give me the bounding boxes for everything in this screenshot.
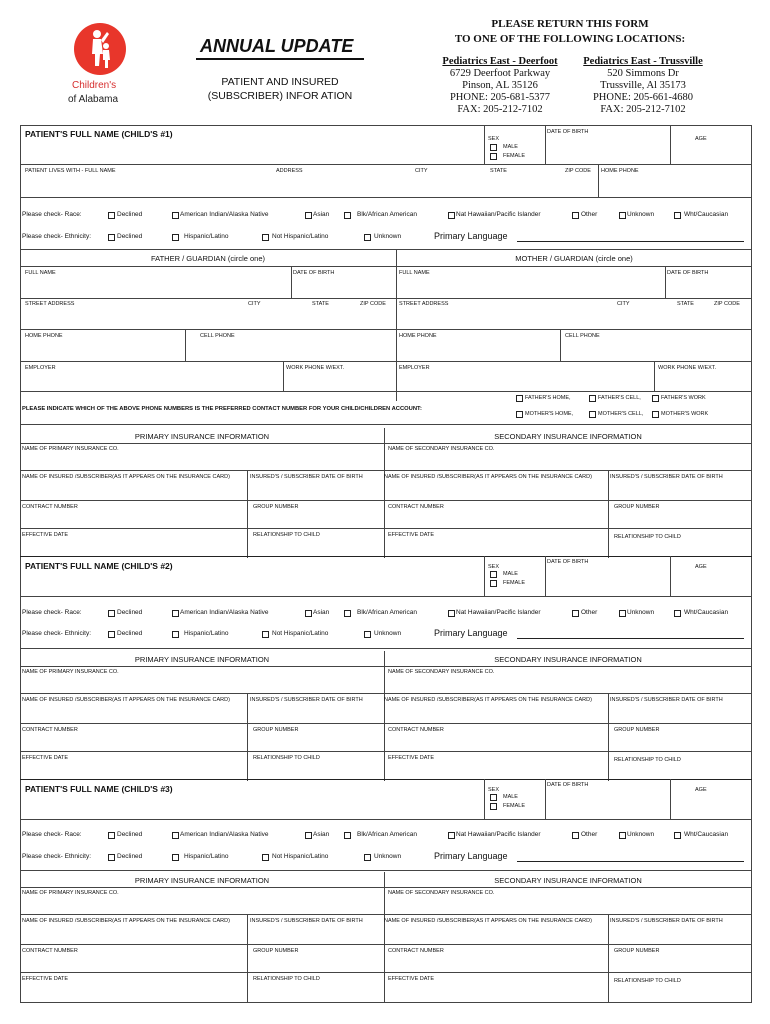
male-checkbox[interactable] [490, 144, 497, 151]
pref-mother-work-label: MOTHER'S WORK [661, 411, 709, 417]
location-fax: FAX: 205-212-7102 [457, 104, 543, 115]
child1-race-checkbox[interactable] [619, 212, 626, 219]
address-label: ADDRESS [276, 168, 303, 174]
dob-label: DATE OF BIRTH [547, 129, 589, 135]
mother-cell-label: CELL PHONE [565, 333, 600, 339]
child3-title: PATIENT'S FULL NAME (CHILD'S #3) [25, 784, 173, 794]
location-city: Pinson, AL 35126 [462, 80, 538, 91]
child3-ethnicity-checkbox[interactable] [108, 854, 115, 861]
child2-primary-language-label: Primary Language [434, 628, 508, 638]
child3-secondary-insured-dob-label: INSURED'S / SUBSCRIBER DATE OF BIRTH [610, 918, 723, 924]
child2-race-checkbox[interactable] [674, 610, 681, 617]
child1-ethnicity-option: Not Hispanic/Latino [272, 233, 329, 240]
father-zip-label: ZIP CODE [360, 301, 386, 307]
form-subtitle-1: PATIENT AND INSURED [221, 76, 339, 88]
child3-race-checkbox[interactable] [172, 832, 179, 839]
child2-primary-relationship-label: RELATIONSHIP TO CHILD [253, 755, 320, 761]
pref-mother-cell-checkbox[interactable] [589, 411, 596, 418]
child2-race-option: Nat Hawaiian/Pacific Islander [456, 609, 541, 616]
child3-primary-ins-heading: PRIMARY INSURANCE INFORMATION [134, 876, 270, 885]
child2-secondary-group-label: GROUP NUMBER [614, 727, 660, 733]
child3-race-option: American Indian/Alaska Native [180, 831, 269, 838]
child3-secondary-relationship-label: RELATIONSHIP TO CHILD [614, 978, 681, 984]
child2-secondary-effective-label: EFFECTIVE DATE [388, 755, 435, 761]
mother-work-phone-label: WORK PHONE W/EXT. [658, 365, 717, 371]
mother-home-phone-label: HOME PHONE [399, 333, 437, 339]
child2-secondary-name-label: NAME OF SECONDARY INSURANCE CO. [388, 669, 495, 675]
child1-ethnicity-checkbox[interactable] [108, 234, 115, 241]
child2-race-checkbox[interactable] [305, 610, 312, 617]
child1-primary-language-input[interactable] [517, 241, 744, 242]
child3-primary-contract-label: CONTRACT NUMBER [22, 948, 78, 954]
child2-dob-label: DATE OF BIRTH [547, 559, 589, 565]
child1-race-option: American Indian/Alaska Native [180, 211, 269, 218]
child2-race-option: American Indian/Alaska Native [180, 609, 269, 616]
child2-secondary-ins-heading: SECONDARY INSURANCE INFORMATION [494, 655, 642, 664]
child3-primary-name-label: NAME OF PRIMARY INSURANCE CO. [22, 890, 119, 896]
child2-race-option: Blk/African American [357, 609, 417, 616]
child1-race-option: Wht/Caucasian [684, 211, 729, 218]
child3-race-checkbox[interactable] [448, 832, 455, 839]
child2-race-checkbox[interactable] [572, 610, 579, 617]
child2-race-label: Please check- Race: [22, 609, 82, 616]
child3-primary-language-input[interactable] [517, 861, 744, 862]
location-deerfoot [425, 56, 575, 116]
child2-ethnicity-label: Please check- Ethnicity: [22, 630, 92, 637]
pref-mother-home-checkbox[interactable] [516, 411, 523, 418]
sex-label: SEX [488, 136, 500, 142]
city-label: CITY [415, 168, 428, 174]
logo-icon [73, 22, 127, 76]
child2-race-checkbox[interactable] [619, 610, 626, 617]
father-home-phone-label: HOME PHONE [25, 333, 63, 339]
child3-male-label: MALE [503, 794, 518, 800]
child3-race-option: Blk/African American [357, 831, 417, 838]
child1-primary-language-label: Primary Language [434, 231, 508, 241]
location-address: 6729 Deerfoot Parkway [449, 68, 551, 79]
child1-secondary-name-label: NAME OF SECONDARY INSURANCE CO. [388, 446, 495, 452]
father-street-label: STREET ADDRESS [25, 301, 75, 307]
child1-race-label: Please check- Race: [22, 211, 82, 218]
child2-ethnicity-checkbox[interactable] [172, 631, 179, 638]
child1-ethnicity-checkbox[interactable] [172, 234, 179, 241]
child2-ethnicity-checkbox[interactable] [108, 631, 115, 638]
location-name: Pediatrics East - Deerfoot [442, 56, 558, 67]
child1-race-option: Unknown [627, 211, 655, 218]
child3-female-checkbox[interactable] [490, 803, 497, 810]
child3-race-option: Nat Hawaiian/Pacific Islander [456, 831, 541, 838]
pref-father-work-checkbox[interactable] [652, 395, 659, 402]
pref-father-cell-checkbox[interactable] [589, 395, 596, 402]
child3-ethnicity-checkbox[interactable] [364, 854, 371, 861]
child1-secondary-effective-label: EFFECTIVE DATE [388, 532, 435, 538]
child3-race-option: Wht/Caucasian [684, 831, 729, 838]
mother-name-label: FULL NAME [399, 270, 430, 276]
child2-primary-name-label: NAME OF PRIMARY INSURANCE CO. [22, 669, 119, 675]
child1-ethnicity-label: Please check- Ethnicity: [22, 233, 92, 240]
home-phone-label: HOME PHONE [601, 168, 639, 174]
child1-primary-effective-label: EFFECTIVE DATE [22, 532, 69, 538]
child1-title: PATIENT'S FULL NAME (CHILD'S #1) [25, 129, 173, 139]
child2-primary-effective-label: EFFECTIVE DATE [22, 755, 69, 761]
child2-ethnicity-option: Not Hispanic/Latino [272, 630, 329, 637]
child3-ethnicity-label: Please check- Ethnicity: [22, 853, 92, 860]
child1-race-checkbox[interactable] [572, 212, 579, 219]
child3-sex-label: SEX [488, 787, 500, 793]
location-city: Trussville, Al 35173 [600, 80, 686, 91]
child1-race-option: Asian [313, 211, 330, 218]
child3-race-option: Asian [313, 831, 330, 838]
child3-age-label: AGE [695, 787, 707, 793]
preferred-contact-label: PLEASE INDICATE WHICH OF THE ABOVE PHONE NUMBERS IS THE PREFERRED CONTACT NUMBER FOR YOUR CHILD/CHILDREN ACCOUNT: [22, 406, 422, 412]
return-heading-2: TO ONE OF THE FOLLOWING LOCATIONS: [454, 33, 686, 45]
child1-race-option: Nat Hawaiian/Pacific Islander [456, 211, 541, 218]
child2-ethnicity-option: Hispanic/Latino [184, 630, 229, 637]
child3-secondary-group-label: GROUP NUMBER [614, 948, 660, 954]
child2-race-checkbox[interactable] [108, 610, 115, 617]
child1-primary-insured-label: NAME OF INSURED /SUBSCRIBER(AS IT APPEARS ON THE INSURANCE CARD) [22, 474, 230, 480]
child2-secondary-insured-dob-label: INSURED'S / SUBSCRIBER DATE OF BIRTH [610, 697, 723, 703]
father-employer-label: EMPLOYER [25, 365, 56, 371]
child1-race-checkbox[interactable] [108, 212, 115, 219]
pref-mother-home-label: MOTHER'S HOME, [525, 411, 574, 417]
child1-secondary-contract-label: CONTRACT NUMBER [388, 504, 444, 510]
child2-race-checkbox[interactable] [172, 610, 179, 617]
child2-ethnicity-option: Declined [117, 630, 143, 637]
child1-race-checkbox[interactable] [344, 212, 351, 219]
child3-name-field[interactable] [22, 797, 482, 819]
location-address: 520 Simmons Dr [607, 68, 679, 79]
child3-secondary-insured-label: NAME OF INSURED /SUBSCRIBER(AS IT APPEARS ON THE INSURANCE CARD) [384, 918, 592, 924]
child2-primary-group-label: GROUP NUMBER [253, 727, 299, 733]
child1-race-checkbox[interactable] [305, 212, 312, 219]
form-title: ANNUAL UPDATE [200, 36, 354, 56]
child2-secondary-insured-label: NAME OF INSURED /SUBSCRIBER(AS IT APPEARS ON THE INSURANCE CARD) [384, 697, 592, 703]
child1-race-checkbox[interactable] [448, 212, 455, 219]
location-trussville [563, 56, 723, 116]
logo-text-1: Children's [72, 80, 117, 91]
child1-race-checkbox[interactable] [172, 212, 179, 219]
child1-secondary-ins-heading: SECONDARY INSURANCE INFORMATION [494, 432, 642, 441]
child2-secondary-contract-label: CONTRACT NUMBER [388, 727, 444, 733]
child2-sex-label: SEX [488, 564, 500, 570]
form-title-underline [196, 58, 364, 60]
child2-female-checkbox[interactable] [490, 580, 497, 587]
location-name: Pediatrics East - Trussville [583, 56, 703, 67]
child3-female-label: FEMALE [503, 803, 526, 809]
age-label: AGE [695, 136, 707, 142]
child1-ethnicity-option: Hispanic/Latino [184, 233, 229, 240]
child3-primary-relationship-label: RELATIONSHIP TO CHILD [253, 976, 320, 982]
child3-ethnicity-option: Not Hispanic/Latino [272, 853, 329, 860]
mother-street-label: STREET ADDRESS [399, 301, 449, 307]
pref-father-home-label: FATHER'S HOME, [525, 395, 571, 401]
father-dob-label: DATE OF BIRTH [293, 270, 335, 276]
father-cell-label: CELL PHONE [200, 333, 235, 339]
child3-race-checkbox[interactable] [674, 832, 681, 839]
child2-title: PATIENT'S FULL NAME (CHILD'S #2) [25, 561, 173, 571]
child3-race-checkbox[interactable] [619, 832, 626, 839]
child2-primary-ins-heading: PRIMARY INSURANCE INFORMATION [134, 655, 270, 664]
child3-race-checkbox[interactable] [344, 832, 351, 839]
child2-ethnicity-option: Unknown [374, 630, 402, 637]
pref-father-cell-label: FATHER'S CELL, [598, 395, 641, 401]
child3-secondary-name-label: NAME OF SECONDARY INSURANCE CO. [388, 890, 495, 896]
child1-secondary-group-label: GROUP NUMBER [614, 504, 660, 510]
child1-ethnicity-checkbox[interactable] [262, 234, 269, 241]
child3-ethnicity-option: Unknown [374, 853, 402, 860]
mother-dob-label: DATE OF BIRTH [667, 270, 709, 276]
child3-race-checkbox[interactable] [108, 832, 115, 839]
child2-primary-language-input[interactable] [517, 638, 744, 639]
child2-age-label: AGE [695, 564, 707, 570]
child1-secondary-insured-label: NAME OF INSURED /SUBSCRIBER(AS IT APPEARS ON THE INSURANCE CARD) [384, 474, 592, 480]
child3-primary-language-label: Primary Language [434, 851, 508, 861]
lives-with-label: PATIENT LIVES WITH - FULL NAME [25, 168, 116, 174]
form-subtitle-2: (SUBSCRIBER) INFOR ATION [207, 90, 353, 102]
location-fax: FAX: 205-212-7102 [600, 104, 686, 115]
child2-race-option: Asian [313, 609, 330, 616]
child2-ethnicity-checkbox[interactable] [364, 631, 371, 638]
child3-ethnicity-option: Declined [117, 853, 143, 860]
child2-race-option: Declined [117, 609, 143, 616]
child3-primary-group-label: GROUP NUMBER [253, 948, 299, 954]
mother-zip-label: ZIP CODE [714, 301, 740, 307]
child2-race-option: Unknown [627, 609, 655, 616]
father-state-label: STATE [312, 301, 329, 307]
child2-primary-insured-dob-label: INSURED'S / SUBSCRIBER DATE OF BIRTH [250, 697, 363, 703]
child1-primary-insured-dob-label: INSURED'S / SUBSCRIBER DATE OF BIRTH [250, 474, 363, 480]
child3-secondary-contract-label: CONTRACT NUMBER [388, 948, 444, 954]
child2-secondary-relationship-label: RELATIONSHIP TO CHILD [614, 757, 681, 763]
father-name-label: FULL NAME [25, 270, 56, 276]
father-heading: FATHER / GUARDIAN (circle one) [150, 254, 266, 263]
child3-dob-label: DATE OF BIRTH [547, 782, 589, 788]
logo-text-2: of Alabama [68, 94, 119, 105]
male-label: MALE [503, 144, 518, 150]
child2-race-checkbox[interactable] [448, 610, 455, 617]
pref-father-work-label: FATHER'S WORK [661, 395, 706, 401]
child3-race-option: Other [581, 831, 598, 838]
location-phone: PHONE: 205-681-5377 [449, 92, 551, 103]
child2-female-label: FEMALE [503, 580, 526, 586]
pref-mother-work-checkbox[interactable] [652, 411, 659, 418]
child1-primary-contract-label: CONTRACT NUMBER [22, 504, 78, 510]
child1-secondary-insured-dob-label: INSURED'S / SUBSCRIBER DATE OF BIRTH [610, 474, 723, 480]
state-label: STATE [490, 168, 507, 174]
zip-label: ZIP CODE [565, 168, 591, 174]
child3-ethnicity-checkbox[interactable] [172, 854, 179, 861]
child1-race-checkbox[interactable] [674, 212, 681, 219]
pref-mother-cell-label: MOTHER'S CELL, [598, 411, 644, 417]
child3-primary-insured-label: NAME OF INSURED /SUBSCRIBER(AS IT APPEARS ON THE INSURANCE CARD) [22, 918, 230, 924]
child3-race-option: Unknown [627, 831, 655, 838]
child2-race-option: Wht/Caucasian [684, 609, 729, 616]
mother-heading: MOTHER / GUARDIAN (circle one) [515, 254, 633, 263]
child1-name-field[interactable] [22, 140, 482, 164]
child1-ethnicity-option: Unknown [374, 233, 402, 240]
child3-secondary-effective-label: EFFECTIVE DATE [388, 976, 435, 982]
child3-male-checkbox[interactable] [490, 794, 497, 801]
child2-ethnicity-checkbox[interactable] [262, 631, 269, 638]
child3-primary-insured-dob-label: INSURED'S / SUBSCRIBER DATE OF BIRTH [250, 918, 363, 924]
mother-city-label: CITY [617, 301, 630, 307]
child1-primary-group-label: GROUP NUMBER [253, 504, 299, 510]
child2-race-option: Other [581, 609, 598, 616]
child1-race-option: Blk/African American [357, 211, 417, 218]
pref-father-home-checkbox[interactable] [516, 395, 523, 402]
child1-primary-ins-heading: PRIMARY INSURANCE INFORMATION [134, 432, 270, 441]
child2-male-label: MALE [503, 571, 518, 577]
logo [70, 22, 130, 106]
child2-primary-contract-label: CONTRACT NUMBER [22, 727, 78, 733]
child1-secondary-relationship-label: RELATIONSHIP TO CHILD [614, 534, 681, 540]
female-checkbox[interactable] [490, 153, 497, 160]
child1-ethnicity-option: Declined [117, 233, 143, 240]
female-label: FEMALE [503, 153, 526, 159]
child1-primary-name-label: NAME OF PRIMARY INSURANCE CO. [22, 446, 119, 452]
child2-race-checkbox[interactable] [344, 610, 351, 617]
location-phone: PHONE: 205-661-4680 [592, 92, 694, 103]
child3-ethnicity-option: Hispanic/Latino [184, 853, 229, 860]
mother-employer-label: EMPLOYER [399, 365, 430, 371]
child1-race-option: Declined [117, 211, 143, 218]
child2-primary-insured-label: NAME OF INSURED /SUBSCRIBER(AS IT APPEARS ON THE INSURANCE CARD) [22, 697, 230, 703]
child3-race-checkbox[interactable] [572, 832, 579, 839]
child1-race-option: Other [581, 211, 598, 218]
child2-name-field[interactable] [22, 574, 482, 596]
child3-race-checkbox[interactable] [305, 832, 312, 839]
child3-race-label: Please check- Race: [22, 831, 82, 838]
child3-ethnicity-checkbox[interactable] [262, 854, 269, 861]
child1-ethnicity-checkbox[interactable] [364, 234, 371, 241]
child3-primary-effective-label: EFFECTIVE DATE [22, 976, 69, 982]
child1-primary-relationship-label: RELATIONSHIP TO CHILD [253, 532, 320, 538]
mother-state-label: STATE [677, 301, 694, 307]
child3-race-option: Declined [117, 831, 143, 838]
return-heading-1: PLEASE RETURN THIS FORM [491, 18, 649, 30]
father-work-phone-label: WORK PHONE W/EXT. [286, 365, 345, 371]
child3-secondary-ins-heading: SECONDARY INSURANCE INFORMATION [494, 876, 642, 885]
child2-male-checkbox[interactable] [490, 571, 497, 578]
father-city-label: CITY [248, 301, 261, 307]
